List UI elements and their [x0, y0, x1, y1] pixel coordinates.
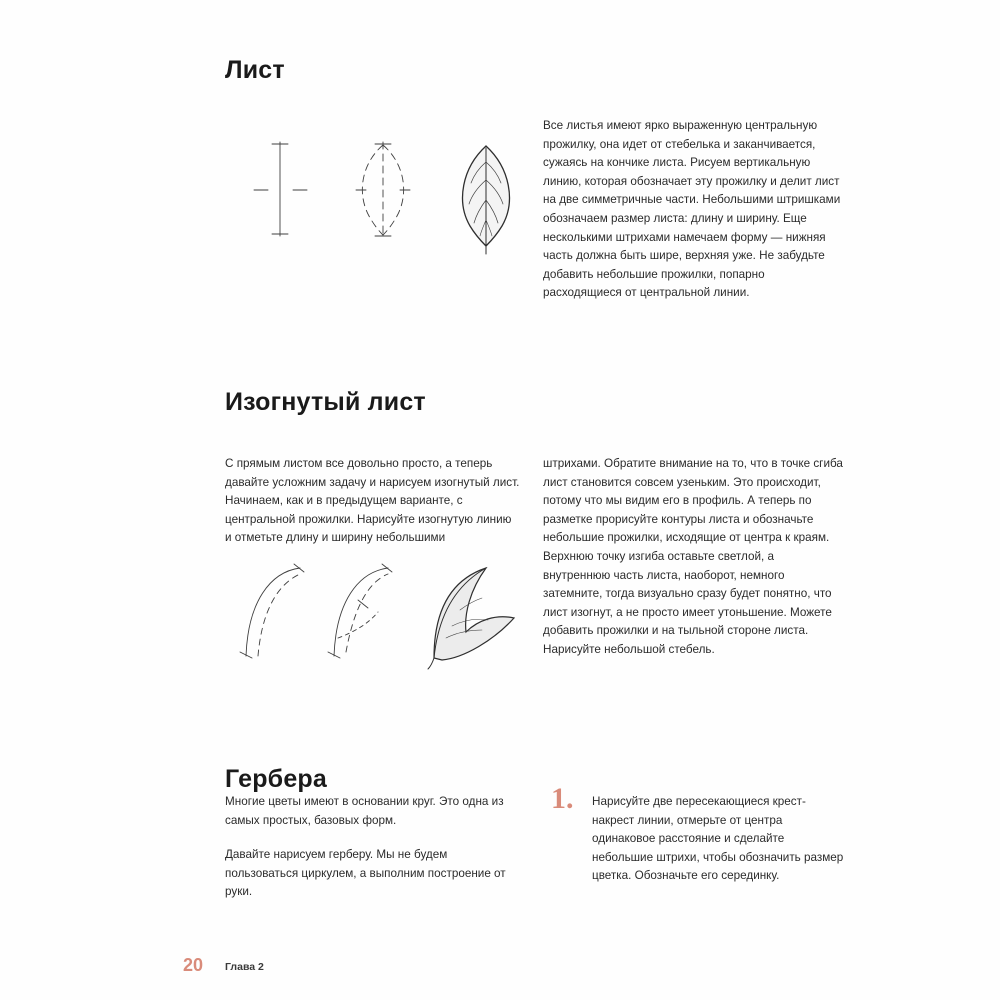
leaf-step-1-cross-marks: [254, 142, 307, 236]
page-number: 20: [183, 955, 204, 975]
leaf-paragraph: Все листья имеют ярко выраженную центральную прожилку, она идет от стебелька и заканчивается, сужаясь на кончике листа. Рисуем вертикальную линию, которая обозначает эту прожилку и делит лист на две симметричные части. Небольшими штришками обозначаем размер листа: длину и ширину. Еще несколькими штрихами намечаем форму — нижняя часть должна быть шире, верхняя уже. Не забудьте добавить небольшие прожилки, попарно расходящиеся от центральной линии.: [543, 119, 841, 300]
gerbera-paragraph-2: Давайте нарисуем герберу. Мы не будем пользоваться циркулем, а выполним построение от руки.: [225, 848, 506, 899]
curved-step-2-arc-with-marks: [328, 564, 392, 658]
gerbera-left-column: [225, 793, 515, 918]
curved-leaf-left-column: [225, 455, 520, 564]
curved-leaf-right-paragraph: штрихами. Обратите внимание на то, что в точке сгиба лист становится совсем узеньким. Это происходит, потому что мы видим его в профиль. А теперь по разметке прорисуйте контуры листа и обозначьте небольшие прожилки, исходящие от центра к краям. Верхнюю точку изгиба оставьте светлой, а внутреннюю часть листа, наоборот, немного затемните, тогда визуально сразу будет понятно, что лист изогнут, а не просто имеет утоньшение. Можете добавить прожилки и на тыльной стороне листа. Нарисуйте небольшой стебель.: [543, 457, 843, 656]
chapter-label: Глава 2: [225, 961, 264, 973]
curved-step-1-arc: [240, 564, 304, 658]
leaf-step-3-finished-leaf: [463, 146, 510, 254]
illustration-curved-leaf-steps: [238, 560, 558, 670]
gerbera-step-number: 1.: [551, 782, 574, 815]
curved-leaf-right-column: [543, 455, 843, 676]
gerbera-paragraph-1: Многие цветы имеют в основании круг. Это одна из самых простых, базовых форм.: [225, 795, 504, 827]
gerbera-step-column: [592, 793, 844, 902]
curved-leaf-left-paragraph: С прямым листом все довольно просто, а теперь давайте усложним задачу и нарисуем изогнутый лист. Начинаем, как и в предыдущем варианте, с центральной прожилки. Нарисуйте изогнутую линию и отметьте длину и ширину небольшими: [225, 457, 520, 545]
curved-step-3-finished-curved-leaf: [428, 568, 514, 669]
illustration-leaf-steps: [238, 128, 528, 273]
section-title-leaf: Лист: [225, 56, 285, 84]
section-title-gerbera: Гербера: [225, 765, 327, 793]
leaf-body-text: [543, 117, 843, 319]
leaf-step-2-outline-sketch: [362, 142, 403, 238]
section-title-curved-leaf: Изогнутый лист: [225, 388, 426, 416]
gerbera-step-text: Нарисуйте две пересекающиеся крест-накрест линии, отмерьте от центра одинаковое расстояние и сделайте небольшие штрихи, чтобы обозначить размер цветка. Обозначьте его серединку.: [592, 795, 844, 883]
